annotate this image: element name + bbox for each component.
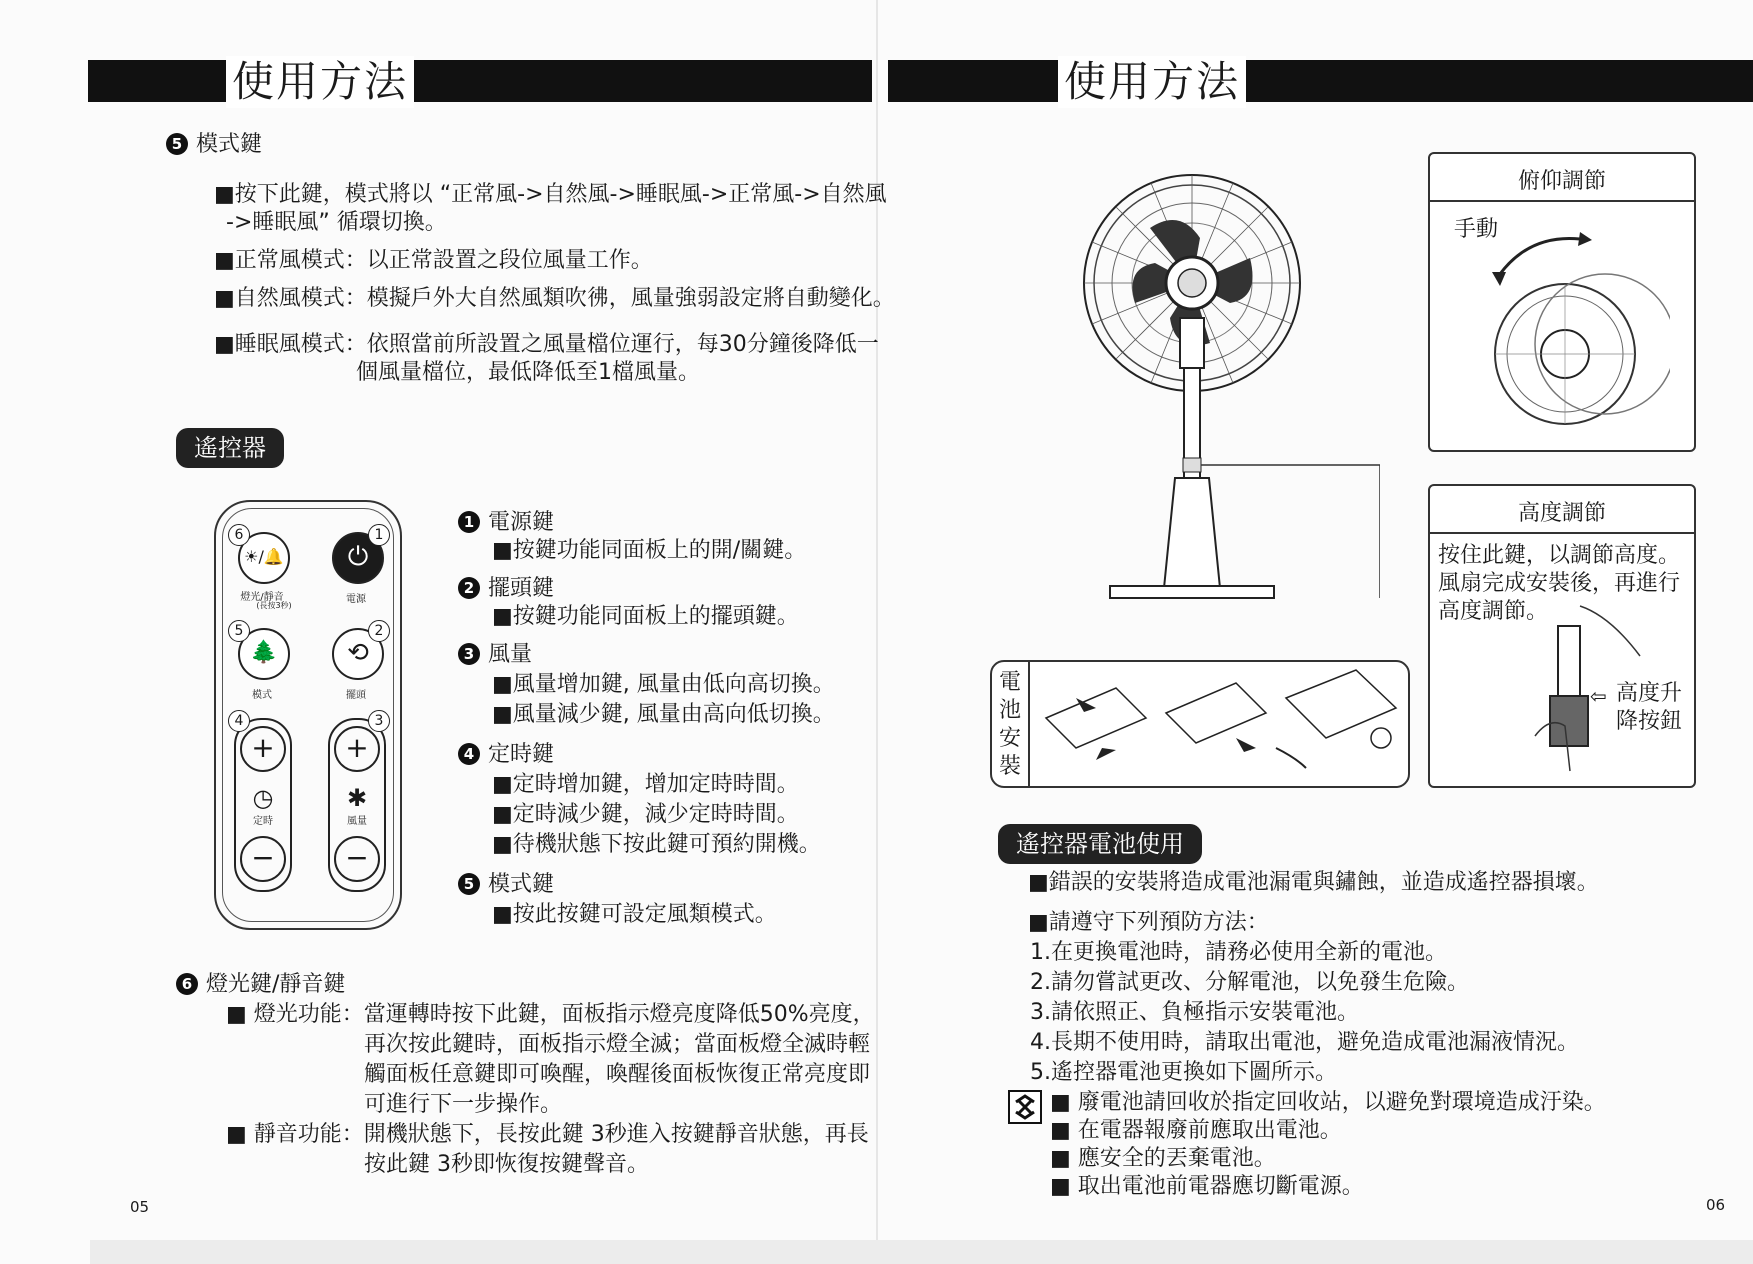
height-line-0: 按住此鍵，以調節高度。 [1438, 543, 1681, 568]
key-speed-line-1: ■風量減少鍵, 風量由高向低切換。 [492, 702, 835, 727]
recycle-icon [1008, 1090, 1042, 1124]
battery-line-3: 2.請勿嘗試更改、分解電池，以免發生危險。 [1030, 970, 1469, 995]
light-line-5: 按此鍵 3秒即恢復按鍵聲音。 [364, 1152, 649, 1177]
mode-section-title: 5 模式鍵 [166, 130, 262, 160]
light-line-2: 觸面板任意鍵即可喚醒，喚醒後面板恢復正常亮度即 [364, 1062, 871, 1087]
key-mode-title: 5 模式鍵 [458, 870, 554, 900]
key-speed-line-0: ■風量增加鍵, 風量由低向高切換。 [492, 672, 835, 697]
timer-rocker [234, 718, 292, 892]
recycle-line-0: ■ 廢電池請回收於指定回收站，以避免對環境造成汙染。 [1050, 1090, 1606, 1115]
speed-plus-button: + [334, 726, 380, 772]
key-power-line-0: ■按鍵功能同面板上的開/關鍵。 [492, 538, 807, 563]
mode-line-3: ■自然風模式：模擬戶外大自然風類吹彿，風量強弱設定將自動變化。 [214, 286, 895, 311]
remote-illustration [214, 500, 402, 930]
timer-minus-button: − [240, 836, 286, 882]
badge-1: 1 [368, 524, 390, 546]
key-speed-title: 3 風量 [458, 640, 532, 670]
height-box-title: 高度調節 [1517, 501, 1606, 526]
height-line-2: 高度調節。 [1438, 599, 1549, 624]
tree-icon: 🌲 [250, 640, 278, 665]
arrow-left-icon: ⇦ [1590, 684, 1607, 708]
mode-line-4: ■睡眠風模式：依照當前所設置之風量檔位運行，每30分鐘後降低一 [214, 332, 879, 357]
light-label: 燈光/靜音 [240, 592, 284, 603]
left-header-title: 使用方法 [226, 56, 414, 108]
knob-label-0: 高度升 [1616, 681, 1683, 706]
power-label: 電源 [346, 594, 366, 605]
light-line-4: ■ 靜音功能：開機狀態下，長按此鍵 3秒進入按鍵靜音狀態，再長 [226, 1122, 869, 1147]
battery-line-2: 1.在更換電池時，請務必使用全新的電池。 [1030, 940, 1447, 965]
swing-icon: ⟲ [347, 638, 369, 668]
tilt-adjust-box [1428, 152, 1696, 452]
battery-install-char-0: 電 [998, 670, 1021, 695]
battery-install-drawing [1036, 668, 1402, 780]
key-swing-title: 2 擺頭鍵 [458, 574, 554, 604]
swing-label: 擺頭 [346, 690, 366, 701]
timer-label: 定時 [253, 816, 273, 827]
mode-line-1: ->睡眠風” 循環切換。 [226, 210, 447, 235]
key-power-title: 1 電源鍵 [458, 508, 554, 538]
left-header-bar [88, 60, 872, 102]
battery-line-0: ■錯誤的安裝將造成電池漏電與鏽蝕，並造成遙控器損壞。 [1028, 870, 1599, 895]
tilt-box-title: 俯仰調節 [1517, 169, 1606, 194]
battery-line-4: 3.請依照正、負極指示安裝電池。 [1030, 1000, 1359, 1025]
light-line-3: 可進行下一步操作。 [364, 1092, 563, 1117]
right-header-bar [888, 60, 1753, 102]
manual-label: 手動 [1454, 217, 1499, 242]
key-timer-line-0: ■定時增加鍵，增加定時時間。 [492, 772, 799, 797]
light-sub-label: (長按3秒) [256, 601, 292, 610]
mode-line-2: ■正常風模式：以正常設置之段位風量工作。 [214, 248, 653, 273]
key-timer-line-1: ■定時減少鍵，減少定時時間。 [492, 802, 799, 827]
key-timer-line-2: ■待機狀態下按此鍵可預約開機。 [492, 832, 821, 857]
speed-minus-button: − [334, 836, 380, 882]
battery-pill: 遙控器電池使用 [998, 824, 1202, 864]
remote-pill: 遙控器 [176, 428, 284, 468]
recycle-line-1: ■ 在電器報廢前應取出電池。 [1050, 1118, 1342, 1143]
battery-install-char-1: 池 [998, 698, 1021, 723]
light-line-1: 再次按此鍵時，面板指示燈全滅；當面板燈全滅時輕 [364, 1032, 871, 1057]
speed-rocker [328, 718, 386, 892]
timer-plus-button: + [240, 726, 286, 772]
speed-label: 風量 [347, 816, 367, 827]
key-mode-line-0: ■按此按鍵可設定風類模式。 [492, 902, 777, 927]
mode-label: 模式 [252, 690, 272, 701]
mode-section-num: 5 [166, 133, 188, 155]
height-adjust-box [1428, 484, 1696, 788]
mode-line-0: ■按下此鍵，模式將以 “正常風->自然風->睡眠風->正常風->自然風 [214, 182, 887, 207]
battery-line-5: 4.長期不使用時，請取出電池，避免造成電池漏液情況。 [1030, 1030, 1579, 1055]
battery-line-1: ■請遵守下列預防方法： [1028, 910, 1269, 935]
power-icon: ⏻ [347, 542, 369, 572]
light-section-title: 6 燈光鍵/靜音鍵 [176, 970, 345, 1000]
height-line-1: 風扇完成安裝後，再進行 [1438, 571, 1681, 596]
page-number-left: 05 [130, 1198, 150, 1216]
mode-line-5: 個風量檔位，最低降低至1檔風量。 [356, 360, 700, 385]
tilt-fan-drawing [1470, 214, 1670, 434]
key-timer-title: 4 定時鍵 [458, 740, 554, 770]
badge-5: 5 [228, 620, 250, 642]
battery-install-box [990, 660, 1410, 788]
right-header-title: 使用方法 [1058, 56, 1246, 108]
light-icon: ☀/🔔 [244, 547, 284, 566]
badge-4: 4 [228, 710, 250, 732]
badge-2: 2 [368, 620, 390, 642]
badge-3: 3 [368, 710, 390, 732]
key-swing-line-0: ■按鍵功能同面板上的擺頭鍵。 [492, 604, 799, 629]
bottom-shadow [90, 1240, 1753, 1264]
light-line-0: ■ 燈光功能：當運轉時按下此鍵，面板指示燈亮度降低50%亮度， [226, 1002, 875, 1027]
recycle-line-3: ■ 取出電池前電器應切斷電源。 [1050, 1174, 1364, 1199]
battery-install-char-2: 安 [998, 726, 1021, 751]
knob-label-1: 降按鈕 [1616, 709, 1683, 734]
page-number-right: 06 [1706, 1196, 1726, 1214]
timer-icon: ◷ [252, 784, 274, 812]
fan-icon: ✱ [346, 784, 368, 812]
badge-6: 6 [228, 524, 250, 546]
battery-line-6: 5.遙控器電池更換如下圖所示。 [1030, 1060, 1337, 1085]
fan-illustration [1080, 168, 1380, 618]
battery-install-char-3: 裝 [998, 754, 1021, 779]
recycle-line-2: ■ 應安全的丟棄電池。 [1050, 1146, 1276, 1171]
